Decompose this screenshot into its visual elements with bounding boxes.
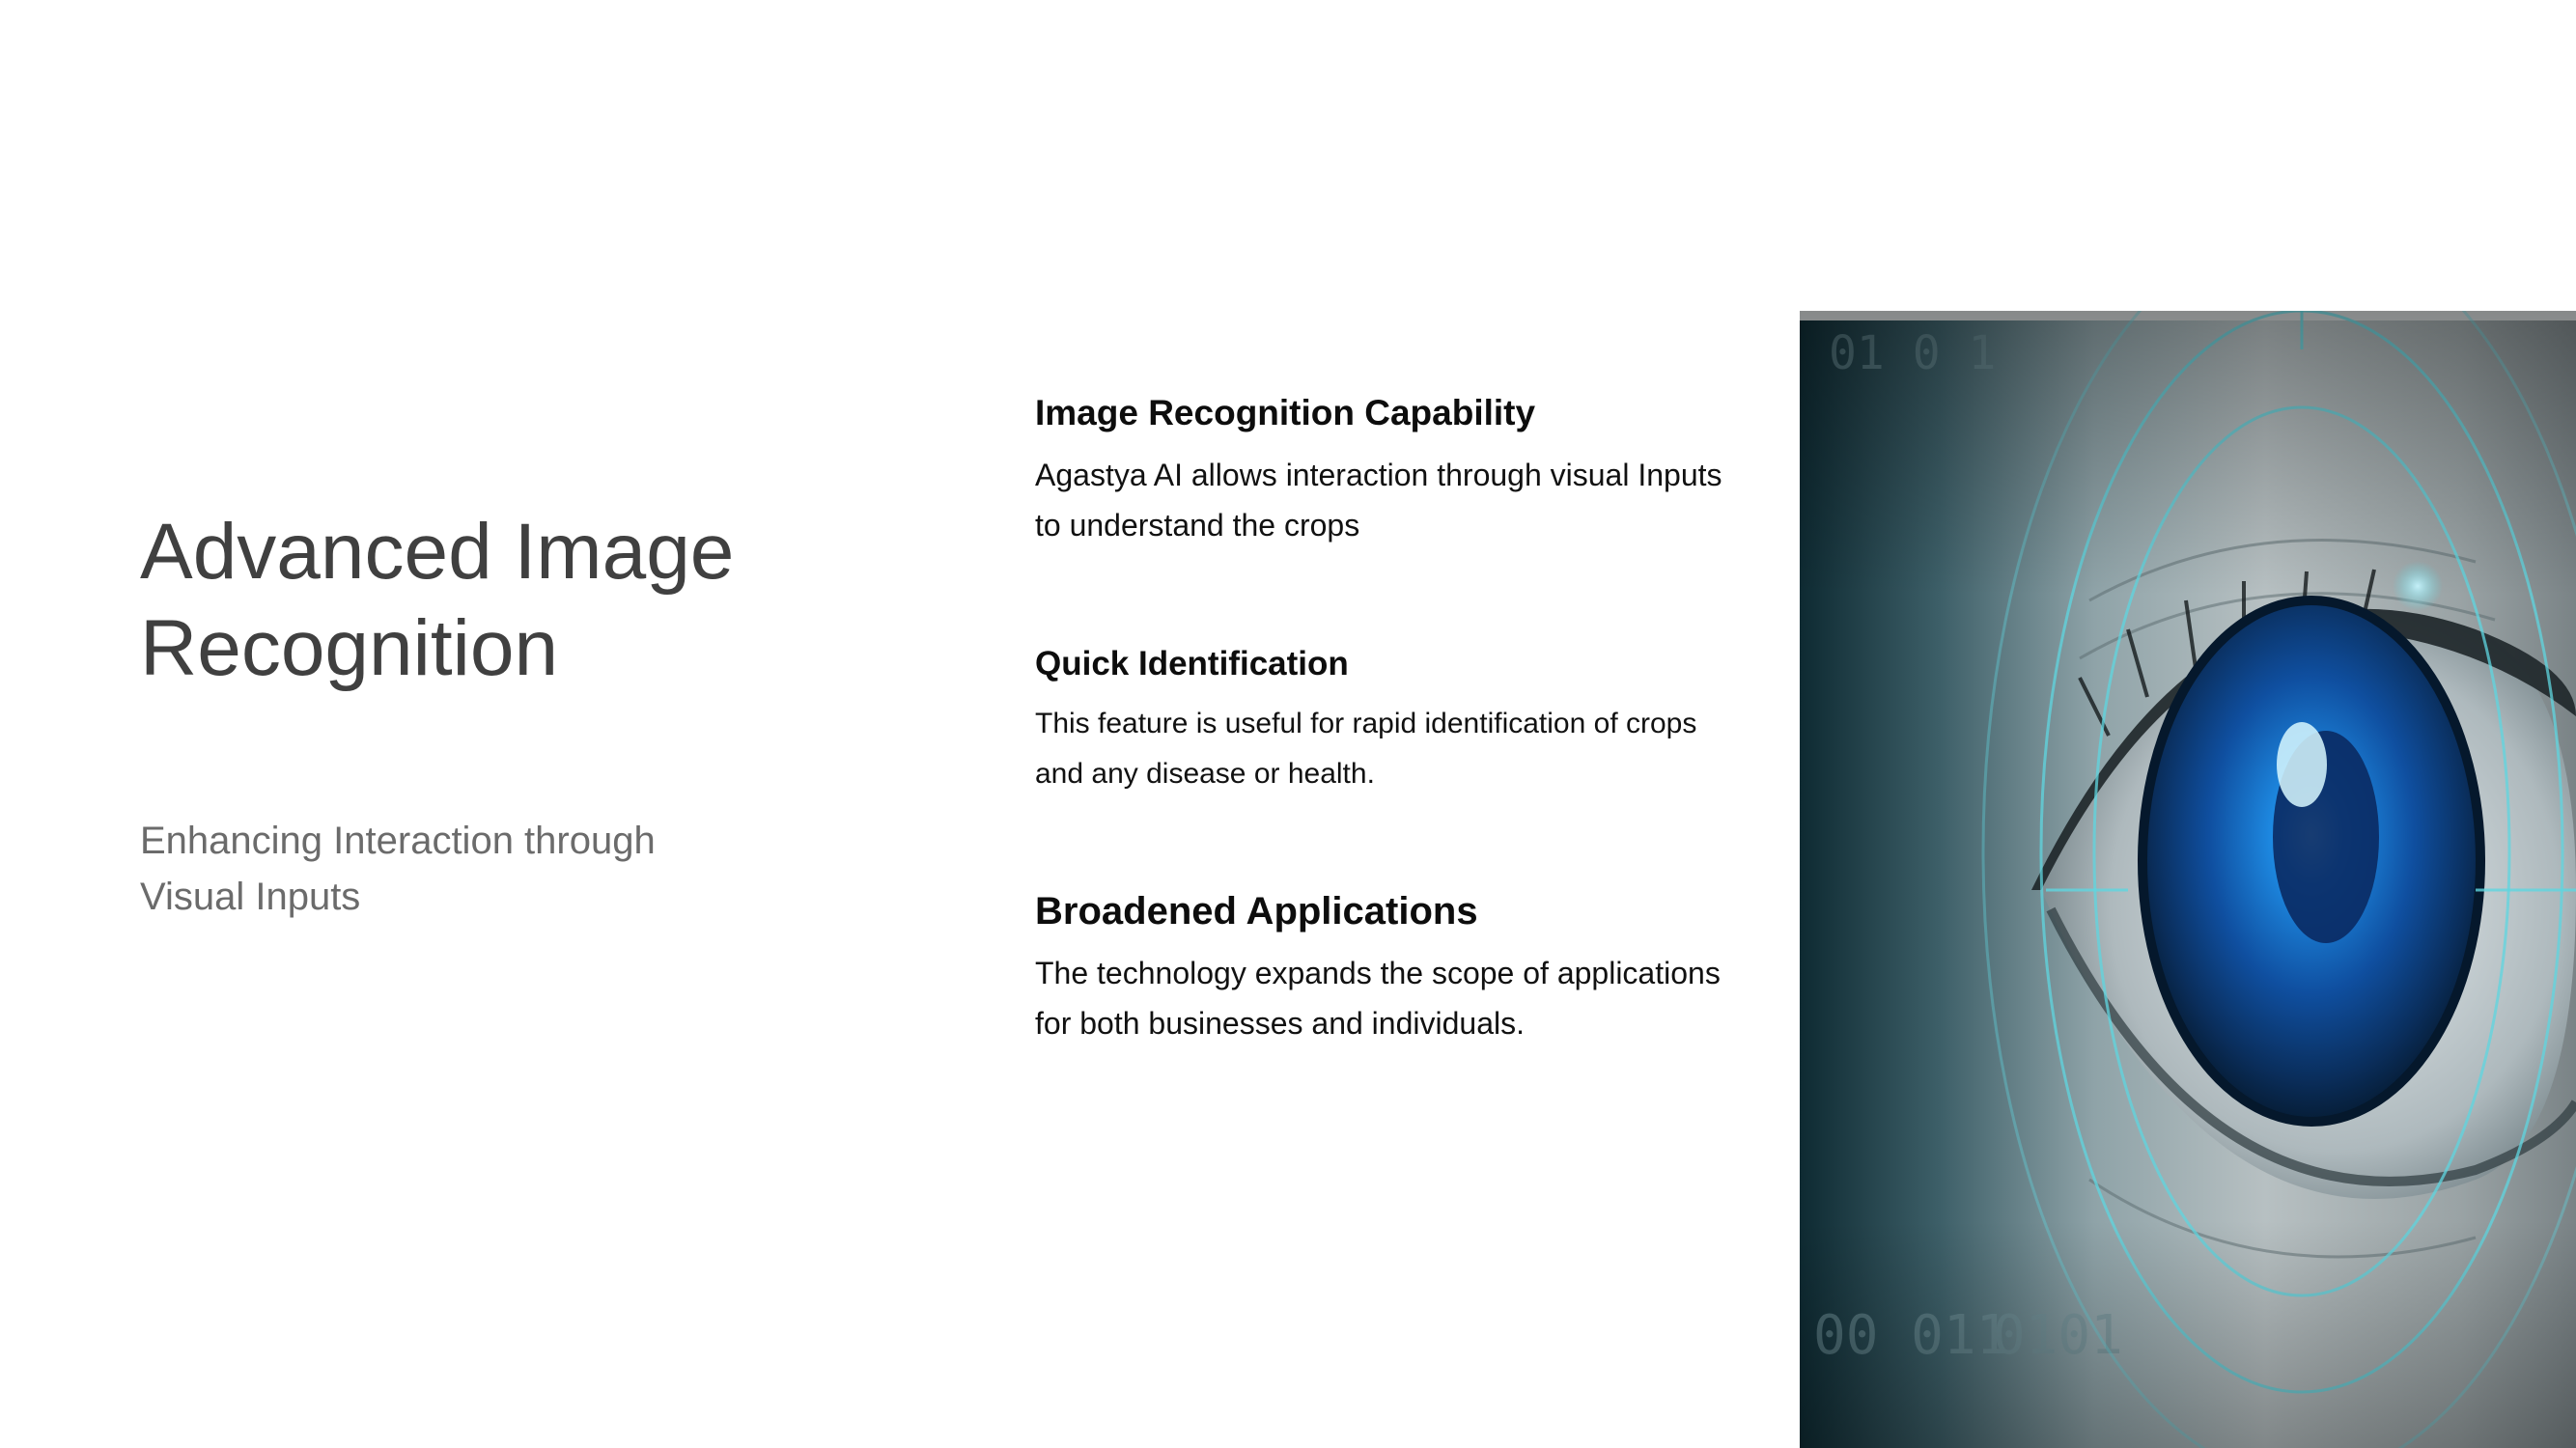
feature-heading: Quick Identification	[1035, 645, 1349, 682]
feature-block-broadened-applications	[1035, 882, 1730, 1048]
feature-block-quick-identification	[1035, 639, 1730, 799]
feature-block-image-recognition	[1035, 386, 1730, 550]
eye-scan-icon	[1800, 311, 2576, 1448]
feature-heading: Image Recognition Capability	[1035, 393, 1536, 432]
feature-description: This feature is useful for rapid identification of crops and any disease or health.	[1035, 708, 1697, 790]
slide-title: Advanced Image Recognition	[140, 508, 735, 692]
slide-subtitle: Enhancing Interaction through Visual Inputs	[140, 820, 656, 918]
feature-heading: Broadened Applications	[1035, 890, 1478, 933]
feature-description: Agastya AI allows interaction through visual Inputs to understand the crops	[1035, 458, 1722, 543]
feature-description: The technology expands the scope of applications for both businesses and individuals.	[1035, 956, 1721, 1041]
